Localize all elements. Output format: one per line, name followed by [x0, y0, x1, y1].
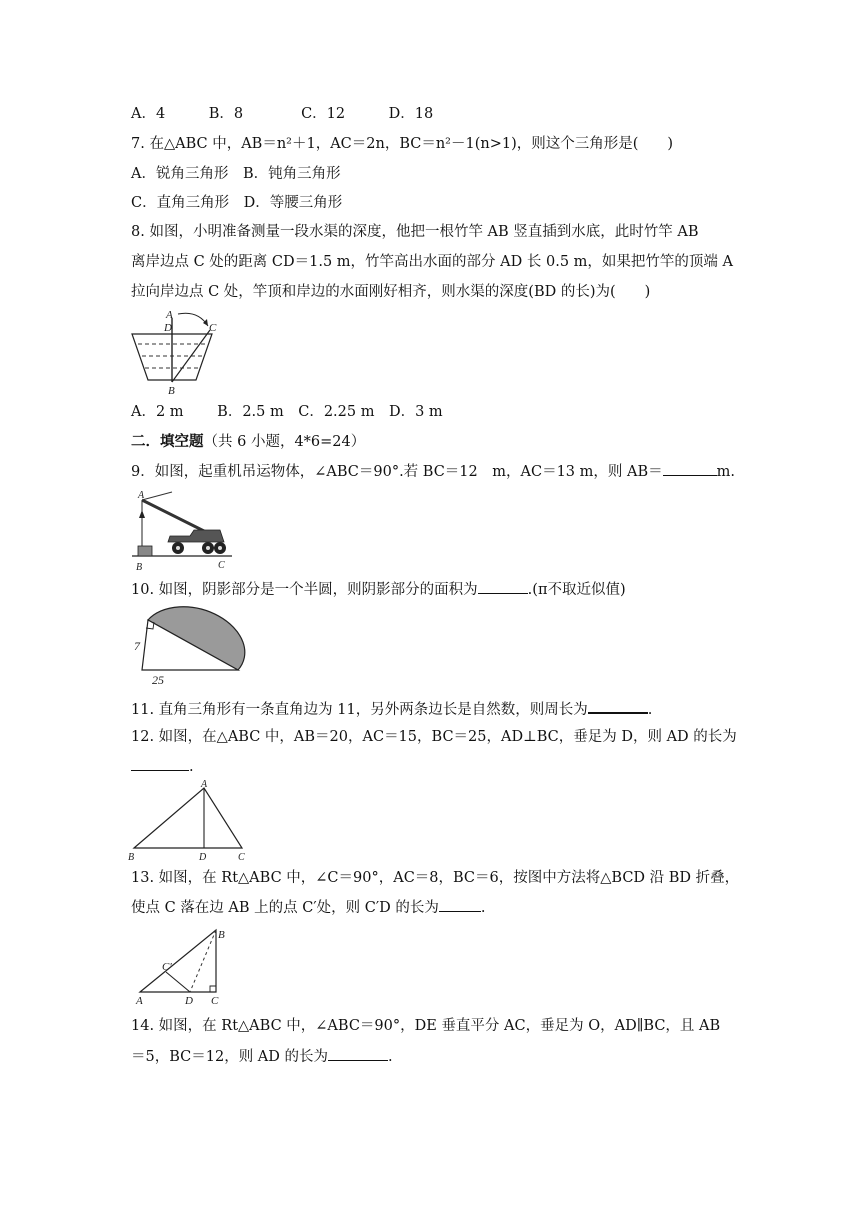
q12-answer-blank[interactable] [131, 756, 189, 771]
q12-label-c: C [238, 852, 245, 863]
q10-label-hyp: 25 [152, 673, 164, 687]
q9-label-b: B [136, 562, 143, 573]
q9-label-c: C [218, 560, 225, 571]
q14-answer-blank[interactable] [328, 1046, 388, 1061]
q13-line-1: 13. 如图，在 Rt△ABC 中，∠C＝90°，AC＝8，BC＝6，按图中方法将△BCD 沿 BD 折叠， [131, 870, 740, 886]
q8-line-2: 离岸边点 C 处的距离 CD＝1.5 m，竹竿高出水面的部分 AD 长 0.5 m，如果把竹竿的顶端 A [131, 254, 733, 270]
q13-label-c-prime: C′ [162, 961, 172, 973]
q13-label-d: D [185, 995, 193, 1007]
q12-label-b: B [128, 852, 135, 863]
q10-text-before: 10. 如图，阴影部分是一个半圆，则阴影部分的面积为 [131, 582, 478, 598]
section-2-heading [131, 432, 365, 452]
q11-text-before: 11. 直角三角形有一条直角边为 11，另外两条边长是自然数，则周长为 [131, 702, 588, 718]
q14-line-2 [131, 1046, 393, 1067]
q8-label-a: A [166, 309, 173, 321]
q11-answer-blank[interactable] [588, 698, 648, 714]
q13-line-2-before: 使点 C 落在边 AB 上的点 C′处，则 C′D 的长为 [131, 900, 439, 916]
q10-label-side: 7 [134, 639, 140, 653]
q13-label-a: A [136, 995, 143, 1007]
q9-crane-figure [128, 486, 238, 572]
q9-text [131, 461, 735, 482]
section-2-title: 二．填空题 [131, 433, 204, 450]
q12-triangle-figure [126, 780, 256, 862]
q11-text-after: . [647, 702, 653, 718]
q13-answer-blank[interactable] [439, 897, 481, 912]
q12-label-a: A [201, 779, 208, 790]
q13-line-2-after: . [480, 900, 486, 916]
q9-answer-blank[interactable] [663, 461, 717, 476]
q8-label-c: C [209, 322, 217, 334]
q8-canal-figure [128, 306, 228, 398]
q7-options-1: A．锐角三角形 B．钝角三角形 [131, 166, 341, 182]
q7-options-2: C．直角三角形 D．等腰三角形 [131, 195, 343, 211]
q12-line-1: 12. 如图，在△ABC 中，AB＝20，AC＝15，BC＝25，AD⊥BC，垂足为 D，则 AD 的长为 [131, 729, 737, 745]
q14-line-2-before: ＝5，BC＝12，则 AD 的长为 [131, 1049, 329, 1065]
q10-text-after: .(π不取近似值) [527, 582, 626, 598]
q13-fold-figure [128, 920, 238, 1006]
q9-label-a: A [138, 490, 145, 501]
q10-answer-blank[interactable] [478, 579, 528, 594]
section-2-note: （共 6 小题，4*6=24） [203, 434, 366, 450]
q14-line-2-after: . [388, 1049, 393, 1065]
q14-line-1: 14. 如图，在 Rt△ABC 中，∠ABC＝90°，DE 垂直平分 AC，垂足为 O，AD∥BC，且 AB [131, 1018, 721, 1034]
q8-line-1: 8. 如图，小明准备测量一段水渠的深度，他把一根竹竿 AB 竖直插到水底，此时竹竿 AB [131, 224, 699, 240]
q7-stem: 7. 在△ABC 中，AB＝n²＋1，AC＝2n，BC＝n²－1(n>1)，则这个三角形是( ) [131, 136, 674, 152]
q13-label-c: C [211, 995, 219, 1007]
q10-semicircle-figure [128, 602, 243, 688]
q12-label-d: D [199, 852, 207, 863]
q10-text [131, 579, 626, 600]
q13-line-2 [131, 897, 486, 918]
q12-text-after: . [189, 759, 194, 775]
q8-label-d: D [164, 322, 172, 334]
q8-options: A．2 m B．2.5 m C．2.25 m D．3 m [131, 404, 443, 420]
q8-line-3: 拉向岸边点 C 处，竿顶和岸边的水面刚好相齐，则水渠的深度(BD 的长)为( ) [131, 284, 651, 300]
q9-text-after: m. [716, 464, 735, 480]
q13-label-b: B [218, 929, 225, 941]
q12-line-2 [131, 756, 194, 777]
q11-text [131, 698, 652, 720]
q9-text-before: 9．如图，起重机吊运物体，∠ABC＝90°.若 BC＝12 m，AC＝13 m，则 AB＝ [131, 464, 663, 480]
q8-label-b: B [168, 385, 175, 397]
q6-options: A．4 B．8 C．12 D．18 [131, 106, 434, 122]
